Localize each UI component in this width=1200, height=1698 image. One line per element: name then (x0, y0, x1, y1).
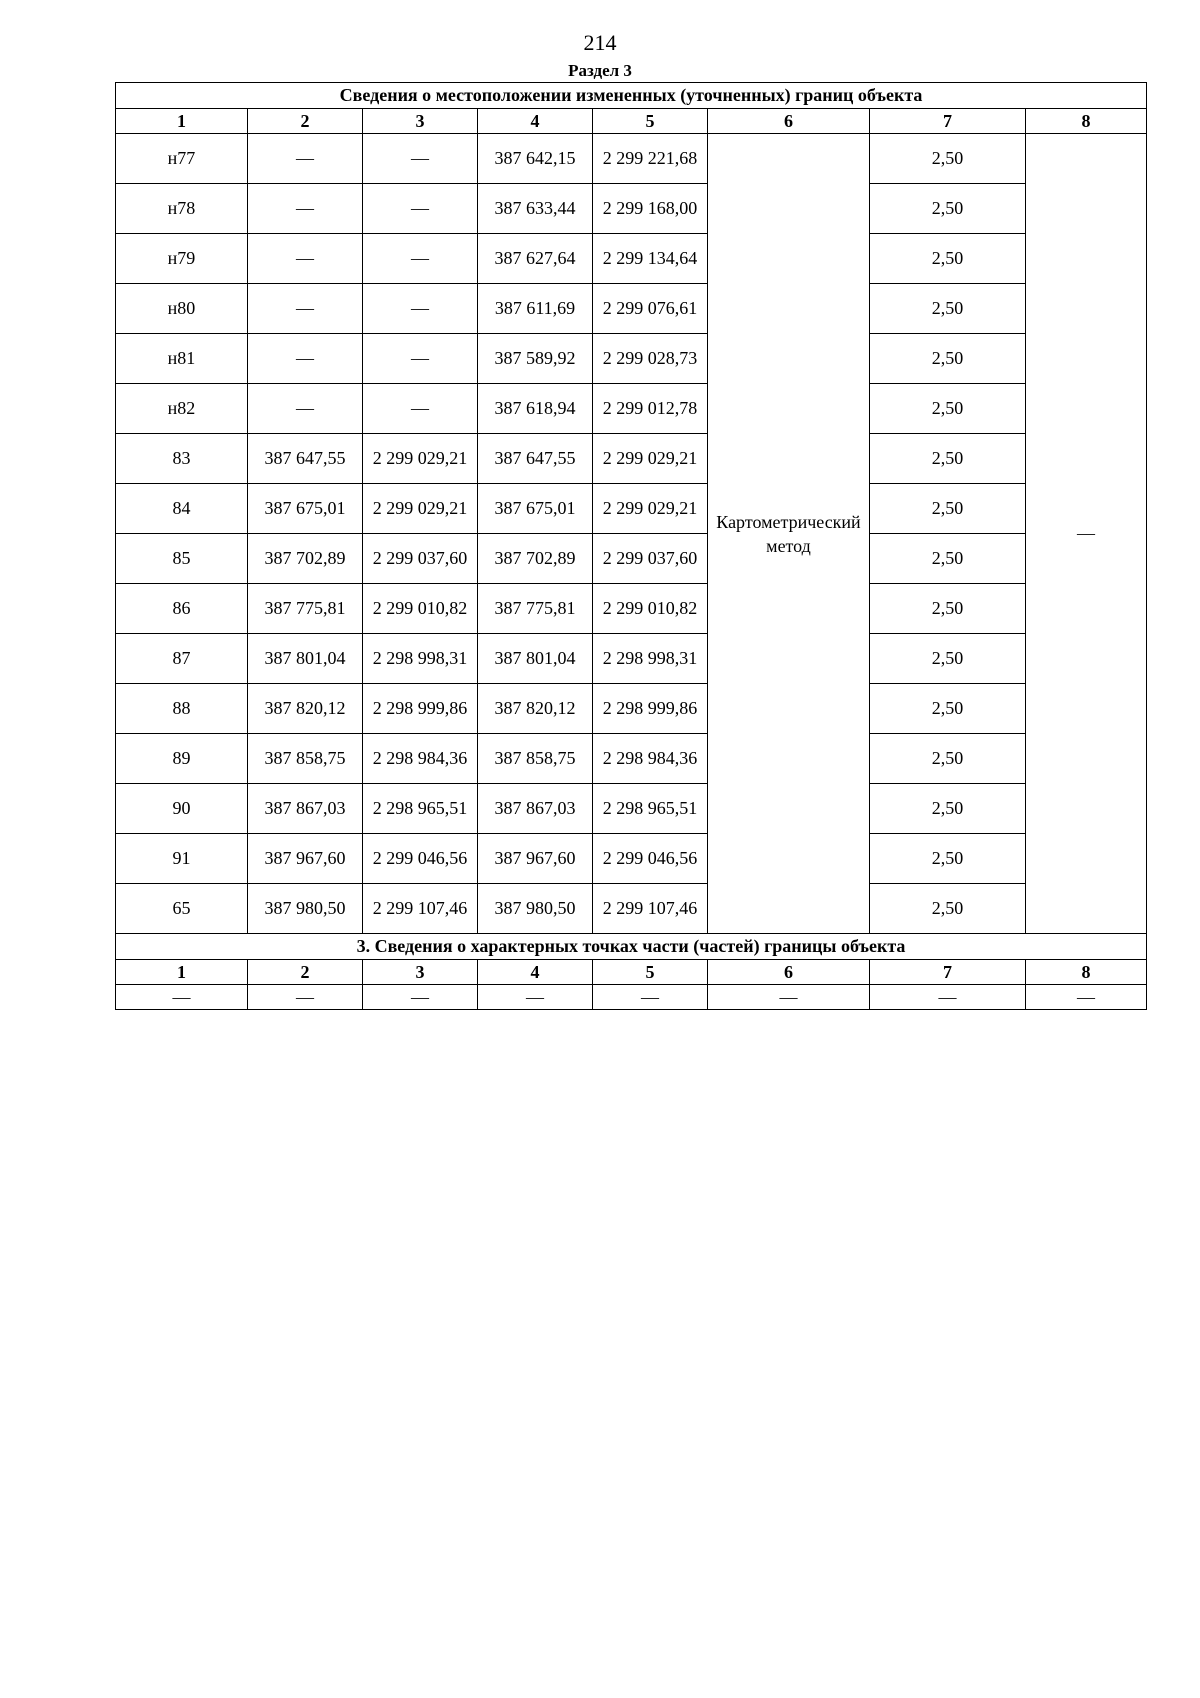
table-cell: — (248, 184, 363, 234)
table-cell: — (478, 985, 593, 1010)
accuracy-cell: 2,50 (870, 734, 1026, 784)
accuracy-cell: 2,50 (870, 484, 1026, 534)
column-number: 3 (363, 960, 478, 985)
column-number: 6 (708, 109, 870, 134)
table-row (116, 384, 1147, 434)
table-cell: — (363, 184, 478, 234)
table-cell: н77 (116, 134, 248, 184)
table-row (116, 634, 1147, 684)
column-number: 2 (248, 109, 363, 134)
table-cell: — (363, 284, 478, 334)
table2-column-numbers-row (116, 960, 1147, 985)
column-number: 1 (116, 109, 248, 134)
section-title: Раздел 3 (568, 61, 632, 80)
table-row (116, 134, 1147, 184)
table2-title-row (116, 934, 1147, 960)
page-number: 214 (583, 30, 617, 55)
table-cell: 2 299 010,82 (593, 584, 708, 634)
table-cell: 2 299 012,78 (593, 384, 708, 434)
table-cell: 387 618,94 (478, 384, 593, 434)
table-cell: 387 867,03 (478, 784, 593, 834)
table-cell: 387 647,55 (478, 434, 593, 484)
table-cell: н82 (116, 384, 248, 434)
table-cell: 89 (116, 734, 248, 784)
table-cell: 86 (116, 584, 248, 634)
table-cell: — (363, 384, 478, 434)
table-cell: 2 299 029,21 (363, 484, 478, 534)
accuracy-cell: 2,50 (870, 134, 1026, 184)
table-cell: н79 (116, 234, 248, 284)
table-cell: — (708, 985, 870, 1010)
table2-row (116, 985, 1147, 1010)
method-cell: Картометрический метод (708, 134, 870, 934)
table-cell: 2 299 107,46 (363, 884, 478, 934)
table-cell: 2 299 029,21 (363, 434, 478, 484)
table-cell: 90 (116, 784, 248, 834)
table-title-row (116, 83, 1147, 109)
table-row (116, 534, 1147, 584)
table-cell: 387 702,89 (478, 534, 593, 584)
accuracy-cell: 2,50 (870, 584, 1026, 634)
table-cell: 2 298 965,51 (363, 784, 478, 834)
table-row (116, 784, 1147, 834)
table-cell: 387 820,12 (478, 684, 593, 734)
table-cell: 2 299 134,64 (593, 234, 708, 284)
accuracy-cell: 2,50 (870, 534, 1026, 584)
table-row (116, 484, 1147, 534)
column-number: 1 (116, 960, 248, 985)
table-row (116, 434, 1147, 484)
table-cell: 387 858,75 (248, 734, 363, 784)
column-8-cell: — (1026, 134, 1147, 934)
table-cell: 387 633,44 (478, 184, 593, 234)
table-title: Сведения о местоположении измененных (уточненных) границ объекта (116, 83, 1147, 109)
accuracy-cell: 2,50 (870, 184, 1026, 234)
table-cell: 91 (116, 834, 248, 884)
table-cell: — (363, 234, 478, 284)
table-row (116, 884, 1147, 934)
table-cell: 2 298 998,31 (363, 634, 478, 684)
table-cell: 2 299 168,00 (593, 184, 708, 234)
accuracy-cell: 2,50 (870, 834, 1026, 884)
table-cell: 2 299 107,46 (593, 884, 708, 934)
table-cell: 2 299 028,73 (593, 334, 708, 384)
table-cell: 2 298 965,51 (593, 784, 708, 834)
table-cell: 387 589,92 (478, 334, 593, 384)
table-cell: 2 299 029,21 (593, 484, 708, 534)
table-cell: — (593, 985, 708, 1010)
table-cell: — (1026, 985, 1147, 1010)
table-cell: — (248, 384, 363, 434)
table-cell: 2 299 076,61 (593, 284, 708, 334)
accuracy-cell: 2,50 (870, 634, 1026, 684)
table-cell: 84 (116, 484, 248, 534)
table-cell: 2 298 984,36 (363, 734, 478, 784)
column-number: 4 (478, 960, 593, 985)
table-row (116, 734, 1147, 784)
table-cell: 2 299 037,60 (593, 534, 708, 584)
table-cell: 87 (116, 634, 248, 684)
table-cell: 387 801,04 (478, 634, 593, 684)
table-row (116, 834, 1147, 884)
table-cell: 2 299 046,56 (363, 834, 478, 884)
accuracy-cell: 2,50 (870, 684, 1026, 734)
table-cell: 387 627,64 (478, 234, 593, 284)
table-cell: 2 299 037,60 (363, 534, 478, 584)
column-number: 4 (478, 109, 593, 134)
column-number: 5 (593, 109, 708, 134)
table-cell: — (363, 334, 478, 384)
table-cell: — (363, 134, 478, 184)
table-cell: — (248, 134, 363, 184)
table-cell: 387 967,60 (478, 834, 593, 884)
table-cell: 387 647,55 (248, 434, 363, 484)
table-cell: 2 299 010,82 (363, 584, 478, 634)
column-number: 5 (593, 960, 708, 985)
table-cell: 387 775,81 (478, 584, 593, 634)
table-cell: 2 299 046,56 (593, 834, 708, 884)
accuracy-cell: 2,50 (870, 784, 1026, 834)
table-row (116, 234, 1147, 284)
table-cell: н81 (116, 334, 248, 384)
table-cell: — (870, 985, 1026, 1010)
table-cell: 2 298 984,36 (593, 734, 708, 784)
column-numbers-row (116, 109, 1147, 134)
table-body (116, 83, 1147, 1010)
table-cell: — (248, 334, 363, 384)
table-cell: н78 (116, 184, 248, 234)
accuracy-cell: 2,50 (870, 434, 1026, 484)
column-number: 7 (870, 109, 1026, 134)
accuracy-cell: 2,50 (870, 384, 1026, 434)
column-number: 2 (248, 960, 363, 985)
column-number: 8 (1026, 960, 1147, 985)
table-cell: 2 298 999,86 (593, 684, 708, 734)
table-cell: 387 642,15 (478, 134, 593, 184)
table-cell: 85 (116, 534, 248, 584)
boundary-table (115, 82, 1147, 1010)
accuracy-cell: 2,50 (870, 884, 1026, 934)
table-cell: 83 (116, 434, 248, 484)
table-cell: 2 298 999,86 (363, 684, 478, 734)
table-cell: 2 298 998,31 (593, 634, 708, 684)
column-number: 8 (1026, 109, 1147, 134)
table-cell: — (248, 234, 363, 284)
table-cell: 88 (116, 684, 248, 734)
table-cell: 387 820,12 (248, 684, 363, 734)
table-row (116, 284, 1147, 334)
table-cell: — (248, 284, 363, 334)
accuracy-cell: 2,50 (870, 334, 1026, 384)
column-number: 3 (363, 109, 478, 134)
table-cell: 387 967,60 (248, 834, 363, 884)
table-row (116, 334, 1147, 384)
table-cell: 387 675,01 (478, 484, 593, 534)
table-cell: — (248, 985, 363, 1010)
table-cell: 2 299 221,68 (593, 134, 708, 184)
table-row (116, 184, 1147, 234)
table-cell: 387 980,50 (478, 884, 593, 934)
table-cell: н80 (116, 284, 248, 334)
table-cell: 387 675,01 (248, 484, 363, 534)
accuracy-cell: 2,50 (870, 284, 1026, 334)
column-number: 7 (870, 960, 1026, 985)
column-number: 6 (708, 960, 870, 985)
table-cell: 387 980,50 (248, 884, 363, 934)
table-cell: 387 867,03 (248, 784, 363, 834)
table-cell: 387 775,81 (248, 584, 363, 634)
table-cell: — (116, 985, 248, 1010)
table-row (116, 584, 1147, 634)
table-cell: 2 299 029,21 (593, 434, 708, 484)
table-cell: 387 611,69 (478, 284, 593, 334)
table-cell: 387 858,75 (478, 734, 593, 784)
table-cell: — (363, 985, 478, 1010)
table-row (116, 684, 1147, 734)
accuracy-cell: 2,50 (870, 234, 1026, 284)
table-cell: 387 702,89 (248, 534, 363, 584)
table-cell: 65 (116, 884, 248, 934)
table2-title: 3. Сведения о характерных точках части (частей) границы объекта (116, 934, 1147, 960)
table-cell: 387 801,04 (248, 634, 363, 684)
